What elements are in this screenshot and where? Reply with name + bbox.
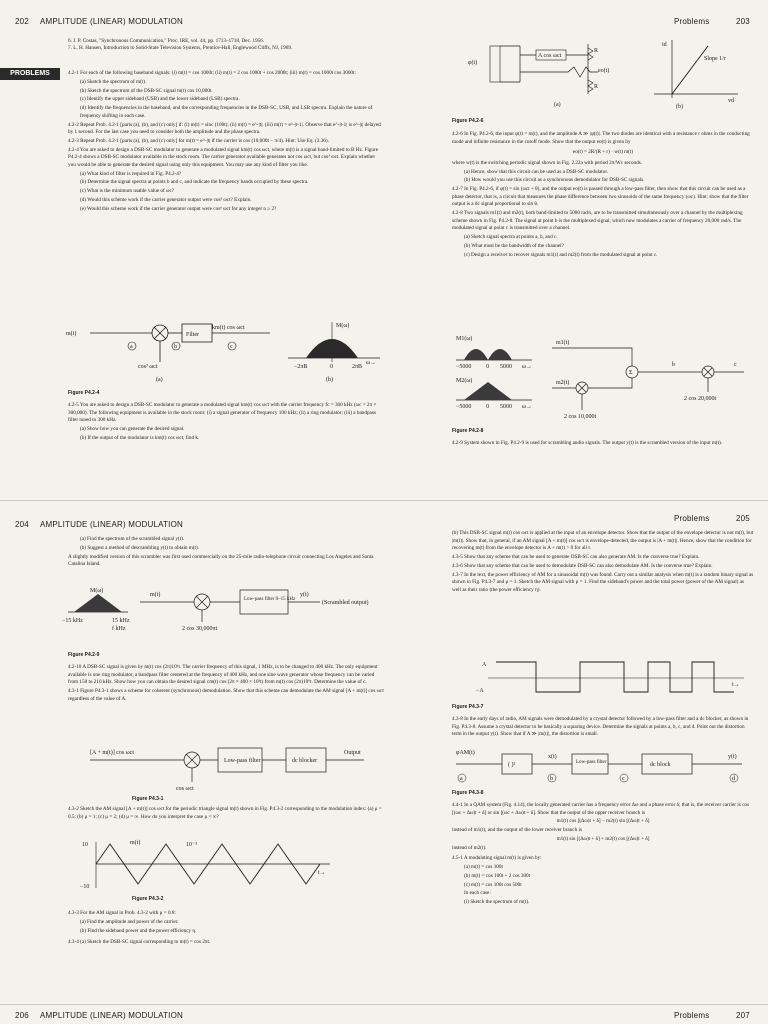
figure-p4-2-9 (60, 582, 390, 632)
problem-4-2-1: 4.2-1 For each of the following baseband signals: (i) m(t) = cos 1000t; (ii) m(t) = 2 cos 1000t + cos 2000t; (iii) m(t) = cos 1000t cos 3000t: (68, 70, 356, 76)
page-number-207: 207 (736, 1011, 750, 1020)
fig432-tick: 10⁻³ (186, 842, 197, 848)
fig426-slope: Slope 1/r (704, 56, 726, 62)
fig438-a: a (460, 776, 463, 782)
problem-4-2-10 (68, 664, 384, 704)
running-title-203: Problems (674, 17, 710, 26)
figure-caption: Figure P4.3-1 (132, 796, 164, 802)
fig428-omegab: ω→ (522, 404, 532, 410)
spread-divider (0, 500, 768, 501)
fig438-c: c (622, 776, 625, 782)
fig426-phi: φ(t) (468, 60, 478, 66)
fig428-m2: M2(ω) (456, 378, 473, 384)
figure-p4-2-8 (452, 330, 752, 426)
fig429-M: M(ω) (90, 588, 104, 594)
fig424-a: a (130, 344, 133, 350)
problem-part: (b) Sketch the spectrum of the DSB-SC signal m(t) cos 10,000t. (80, 87, 213, 94)
fig438-b: b (550, 776, 553, 782)
problem-4-2-4: 4.2-4 You are asked to design a DSB-SC modulator to generate a modulated signal km(t) cos ωct, where m(t) is a signal band-limited to B Hz. Figure P4.2-4 shows a DSB-SC modulator available in the stock room. The carrier generator available generates not cos ωct, but cos³ ωct. Explain whether you would be able to generate the desired signal using only this equipment. You may use any kind of filter you like. (68, 146, 378, 168)
fig429-y: y(t) (300, 592, 309, 598)
fig431-out: Output (344, 750, 361, 756)
problem-part: (a) Find the amplitude and power of the carrier. (80, 918, 179, 925)
figure-p4-3-1 (60, 742, 390, 794)
running-title-204: AMPLITUDE (LINEAR) MODULATION (40, 520, 183, 529)
problems-left-bottom (68, 402, 384, 444)
figure-p4-3-8 (452, 746, 752, 786)
references (68, 38, 384, 52)
fig428-zero: 0 (486, 364, 489, 370)
running-title-207: Problems (674, 1011, 710, 1020)
fig429-lpf: Low-pass filter 0–15 kHz (244, 597, 296, 602)
fig424-panel-a: (a) (156, 377, 163, 383)
fig429-m: m(t) (150, 592, 161, 598)
fig438-phi: φAM(t) (456, 750, 475, 756)
fig428-m2t: m2(t) (556, 380, 570, 386)
problem-4-3-7: 4.3-7 In the text, the power efficiency of AM for a sinusoidal m(t) was found. Carry out a similar analysis when m(t) is a random binary signal as shown in Fig. P4.3-7 and μ = 1. Sketch the AM signal with μ = 1. Find the sideband's power and the total power (power of the AM signal) as well as their ratio (the power efficiency η). (452, 571, 754, 593)
fig429-pos: 15 kHz (112, 618, 130, 624)
figure-caption: Figure P4.2-8 (452, 428, 484, 434)
fig426-id: id (662, 42, 667, 48)
fig424-b: b (174, 344, 177, 350)
fig428-c: c (734, 362, 737, 368)
fig424-c: c (230, 344, 233, 350)
fig426-r: R (594, 48, 599, 54)
problem-part: (a) Sketch the spectrum of m(t). (80, 78, 147, 85)
problem-text: 4.3-3 For the AM signal in Prob. 4.3-2 with μ = 0.8: (68, 910, 176, 916)
problem-4-4-1: 4.4-1 In a QAM system (Fig. 4.14), the locally generated carrier has a frequency error Δω and a phase error δ; that is, the receiver carrier is cos [(ωc + Δω)t + δ] or sin [(ωc + Δω)t + δ]. Show that the output of the upper receiver branch is (452, 802, 749, 816)
fig432-mt: m(t) (130, 840, 141, 846)
reference-item: 6. J. P. Costas, "Synchronous Communication," Proc. IRE, vol. 44, pp. 1713–1718, Dec. 1956. (68, 38, 265, 44)
fig429-f: f kHz (112, 626, 126, 632)
problem-part: (b) m(t) = cos 100t + 2 cos 300t (464, 872, 531, 879)
problem-part: (b) How would you use this circuit as a synchronous demodulator for DSB-SC signals. (464, 177, 645, 184)
problem-part: (c) Design a receiver to recover signals m1(t) and m2(t) from the modulated signal at point c. (464, 251, 658, 258)
fig429-scr: (Scrambled output) (322, 600, 369, 606)
fig438-x: x(t) (548, 754, 557, 760)
page-number-205: 205 (736, 514, 750, 523)
fig424-omega: ω→ (366, 360, 376, 366)
problem-4-3-4: 4.3-4 (a) Sketch the DSB-SC signal corresponding to m(t) = cos 2πt. (68, 939, 211, 946)
problem-part: (i) Sketch the spectrum of m(t). (464, 899, 530, 906)
fig428-omega: ω→ (522, 364, 532, 370)
fig438-d: d (732, 776, 735, 782)
problem-4-2-5: 4.2-5 You are asked to design a DSB-SC modulator to generate a modulated signal km(t) cos ωct with the carrier frequency fc = 300 kHz (ωc = 2π × 300,000). The following equipment is available in the stock room: (i) a signal generator of frequency 100 kHz; (ii) a ring modulator; (iii) a bandpass filter tuned to 300 kHz. (68, 402, 377, 424)
fig428-c1: 2 cos 10,000t (564, 414, 597, 420)
problem-part: (a) Find the spectrum of the scrambled signal y(t). (80, 536, 185, 542)
spread-divider (0, 1004, 768, 1005)
fig432-t: t→ (318, 870, 326, 876)
figure-caption: Figure P4.3-8 (452, 790, 484, 796)
problems-right-top (452, 131, 754, 260)
problem-text: 4.2-10 A DSB-SC signal is given by m(t) cos (2π)10⁶t. The carrier frequency of this signal, 1 MHz, is to be changed to 400 kHz. The only equipment available is one ring modulator, a bandpass filter centered at the frequency of 400 kHz, and one sine wave generator whose frequency can be varied from 150 to 210 kHz. Show how you can obtain the desired signal cm(t) cos (2π × 400 × 10³t) from m(t) cos (2π)10⁶t. Determine the value of c. (68, 664, 378, 686)
fig426-vd: vd (728, 98, 734, 104)
problem-part: (a) Sketch signal spectra at points a, b, and c. (464, 234, 558, 241)
figure-caption: Figure P4.3-7 (452, 704, 484, 710)
fig431-carrier: cos ωct (176, 786, 194, 792)
problem-part: (e) Would this scheme work if the carrier generator output were cosⁿ ωct for any integer n ≥ 2? (80, 205, 277, 212)
problems-badge: PROBLEMS (0, 68, 60, 80)
running-title-206: AMPLITUDE (LINEAR) MODULATION (40, 1011, 183, 1020)
fig428-zerob: 0 (486, 404, 489, 410)
running-title-202: AMPLITUDE (LINEAR) MODULATION (40, 17, 183, 26)
fig424-m-in: m(t) (66, 331, 77, 337)
fig429-neg: −15 kHz (62, 618, 83, 624)
fig426-panel-b: (b) (676, 104, 683, 110)
running-title-205: Problems (674, 514, 710, 523)
fig432-ten: 10 (82, 842, 88, 848)
problem-4-3-1: 4.3-1 Figure P4.3-1 shows a scheme for coherent (synchronous) demodulation. Show that this scheme can demodulate the AM signal [A + m(t)] cos ωct regardless of the value of A. (68, 687, 384, 702)
problem-text: A slightly modified version of this scrambler was first used commercially on the 25-mile radio-telephone circuit connecting Los Angeles and Santa Catalina Island. (68, 553, 374, 568)
problem-part: (b) This DSB-SC signal m(t) cos ωct is applied at the input of an envelope detector. Show that the output of the envelope detector is not m(t), but |m(t)|. Show that, in general, if an AM signal [A + m(t)] cos ωct is envelope-detected, the output is |A + m(t)|. Hence, show that the condition for recovering m(t) from the envelope detector is A + m(t) > 0 for all t. (452, 530, 754, 552)
problem-4-2-2: 4.2-2 Repeat Prob. 4.2-1 [parts (a), (b), and (c) only] if: (i) m(t) = sinc (100t); (ii) m(t) = e^-|t|; (iii) m(t) = e^-|t-1|. Observe that e^-|t-1| is e^-|t| delayed by 1 second. For the last case you need to consider both the amplitude and the phase spectra. (68, 121, 381, 136)
fig428-n5000: −5000 (456, 364, 472, 370)
problem-text: In each case: (464, 890, 491, 897)
fig438-y: y(t) (728, 754, 737, 760)
figure-caption: Figure P4.2-9 (68, 652, 100, 658)
fig432-neg10: −10 (80, 884, 90, 890)
problem-part: (b) Suggest a method of descrambling y(t) to obtain m(t). (80, 544, 199, 551)
problem-4-2-8: 4.2-8 Two signals m1(t) and m2(t), both band-limited to 5000 rad/s, are to be transmitted simultaneously over a channel by the multiplexing scheme shown in Fig. P4.2-8. The signal at point b is the multiplexed signal, which now modulates a carrier of frequency 20,000 rad/s. The modulated signal at point c is transmitted over a channel. (452, 210, 743, 232)
fig424-spec-label: M(ω) (336, 323, 350, 329)
page-number-202: 202 (15, 17, 29, 26)
problem-part: (b) What must be the bandwidth of the channel? (464, 242, 564, 249)
problem-4-3-6: 4.3-6 Show that any scheme that can be used to demodulate DSB-SC can also demodulate AM. Is the converse true? Explain. (452, 562, 713, 569)
fig431-lpf: Low-pass filter (224, 758, 261, 764)
fig437-A: A (482, 662, 487, 668)
fig424-out: km(t) cos ωct (212, 325, 245, 331)
fig431-dc: dc blocker (292, 758, 318, 764)
problem-part: (d) Identify the frequencies in the baseband, and the corresponding frequencies in the DSB-SC, USB, and LSB spectra. Explain the nature of frequency shifting in each case. (80, 105, 373, 119)
fig424-panel-b: (b) (326, 377, 333, 383)
problem-4-3-3 (68, 910, 384, 948)
page-number-206: 206 (15, 1011, 29, 1020)
problems-bottom-right (452, 530, 754, 596)
problems-bottom-right-2 (452, 802, 754, 908)
fig428-m1: M1(ω) (456, 336, 473, 342)
figure-p4-2-4 (60, 318, 390, 388)
figure-caption: Figure P4.3-2 (132, 896, 164, 902)
fig426-eo: eo(t) (598, 68, 610, 74)
fig428-c2: 2 cos 20,000t (684, 396, 717, 402)
fig437-negA: −A (476, 688, 484, 694)
fig428-p5000b: 5000 (500, 404, 512, 410)
problem-part: (c) m(t) = cos 100t cos 500t (464, 881, 522, 888)
fig424-carrier: cos³ ωct (138, 364, 158, 370)
equation: m1(t) sin [(Δω)t + δ] + m2(t) cos [(Δω)t + δ] (556, 835, 650, 842)
problem-text: instead of m2(t). (452, 844, 487, 851)
fig438-lpf: Low-pass filter (576, 760, 607, 765)
fig424-neg: −2πB (294, 364, 308, 370)
figure-caption: Figure P4.2-4 (68, 390, 100, 396)
fig438-dc: dc block (650, 762, 671, 768)
figure-caption: Figure P4.2-6 (452, 118, 484, 124)
fig426-acos: A cos ωct (538, 53, 562, 59)
fig424-pos: 2πB (352, 364, 363, 370)
fig431-in: [A + m(t)] cos ωct (90, 750, 134, 756)
fig438-sq: ( )² (508, 762, 516, 768)
fig428-b: b (672, 362, 675, 368)
problem-text: where w(t) is the switching periodic signal shown in Fig. 2.22a with period 2π/Wc seconds. (452, 159, 643, 166)
equation: m1(t) cos [(Δω)t + δ] − m2(t) sin [(Δω)t + δ] (556, 818, 650, 825)
problem-part: (d) Would this scheme work if the carrier generator output were cos² ωct? Explain. (80, 196, 252, 203)
problem-part: (c) What is the minimum usable value of ωc? (80, 188, 175, 195)
page-number-203: 203 (736, 17, 750, 26)
problem-part: (a) Hence, show that this circuit can be used as a DSB-SC modulator. (464, 168, 609, 175)
problem-part: (a) What kind of filter is required in Fig. P4.2-4? (80, 170, 182, 177)
figure-p4-2-6 (458, 32, 748, 112)
problems-left-top (68, 70, 384, 215)
problem-part: (c) Identify the upper sideband (USB) and the lower sideband (LSB) spectra. (80, 96, 240, 103)
fig437-t: t→ (732, 682, 740, 688)
problem-4-2-7: 4.2-7 In Fig. P4.2-6, if φ(t) = sin (ωct + θ), and the output eo(t) is passed through a low-pass filter, then show that this circuit can be used as a phase detector, that is, a circuit that measures the phase difference between two sinusoids of the same frequency (ωc). Hint: show that the filter output is a dc signal proportional to sin θ. (452, 186, 749, 208)
problem-part: (b) If the output of the modulator is km(t) cos ωct, find k. (80, 434, 200, 441)
problem-part: (b) Determine the signal spectra at points b and c, and indicate the frequency bands occupied by these spectra. (80, 179, 309, 186)
fig424-zero: 0 (330, 364, 333, 370)
problem-part: (a) m(t) = cos 100t (464, 864, 503, 871)
figure-p4-3-7 (452, 656, 752, 700)
problem-4-3-2: 4.3-2 Sketch the AM signal [A + m(t)] cos ωct for the periodic triangle signal m(t) shown in Fig. P4.3-2 corresponding to the modulation index: (a) μ = 0.5; (b) μ = 1; (c) μ = 2; (d) μ = ∞. How do you interpret the case μ = ∞? (68, 806, 382, 820)
fig428-p5000: 5000 (500, 364, 512, 370)
problem-4-5-1: 4.5-1 A modulating signal m(t) is given by: (452, 855, 542, 862)
problem-4-2-9: 4.2-9 System shown in Fig. P4.2-9 is used for scrambling audio signals. The output y(t) is the scrambled version of the input m(t). (452, 440, 723, 446)
fig426-r2: R (594, 84, 599, 90)
problem-part: (a) Show how you can generate the desired signal. (80, 425, 185, 432)
problem-part: (b) Find the sideband power and the power efficiency η. (80, 927, 197, 934)
problem-4-3-8: 4.3-8 In the early days of radio, AM signals were demodulated by a crystal detector followed by a low-pass filter and a dc blocker, as shown in Fig. P4.3-8. Assume a crystal detector to be basically a squaring device. Determine the signals at points a, b, c, and d. Point out the distortion term in the output y(t). Show that if A ≫ |m(t)|, the distortion is small. (452, 716, 749, 738)
reference-item: 7. L. H. Hansen, Introduction to Solid-State Television Systems, Prentice-Hall, Englewood Cliffs, NJ, 1969. (68, 44, 293, 51)
figure-p4-3-2 (80, 834, 360, 892)
fig428-m1t: m1(t) (556, 340, 570, 346)
fig429-carrier: 2 cos 30,000πt (182, 626, 218, 632)
fig428-n5000b: −5000 (456, 404, 472, 410)
problems-bottom-left (68, 536, 384, 570)
problem-4-2-3: 4.2-3 Repeat Prob. 4.2-1 [parts (a), (b), and (c) only] for m(t) = e^-|t| if the carrier is cos (10,000t − π/4). Hint: Use Eq. (3.36). (68, 137, 329, 144)
problem-4-2-6: 4.2-6 In Fig. P4.2-6, the input φ(t) = m(t), and the amplitude A ≫ |φ(t)|. The two diodes are identical with a resistance r ohms in the conducting mode and infinite resistance in the cutoff mode. Show that the output eo(t) is given by (452, 131, 750, 145)
problem-text: instead of m1(t), and the output of the lower receiver branch is (452, 827, 582, 834)
fig428-sum: Σ (629, 370, 633, 376)
fig424-filter: Filter (186, 332, 199, 338)
equation-4-2-6: eo(t) = 2R/(R + r) · w(t) m(t) (572, 149, 634, 156)
problem-4-3-5: 4.3-5 Show that any scheme that can be used to generate DSB-SC can also generate AM. Is the converse true? Explain. (452, 553, 700, 560)
fig426-panel-a: (a) (554, 102, 561, 108)
page-number-204: 204 (15, 520, 29, 529)
